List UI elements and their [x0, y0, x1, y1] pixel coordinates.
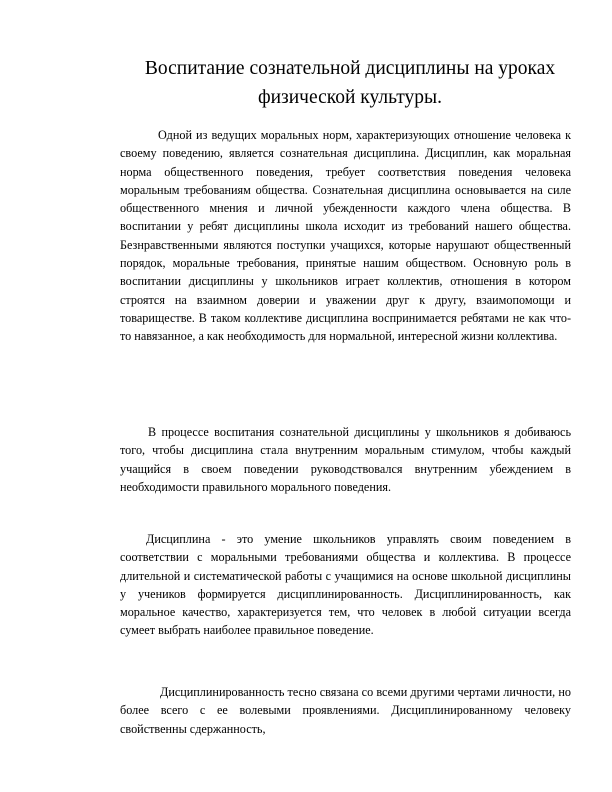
paragraph-2: В процессе воспитания сознательной дисциплины у школьников я добиваюсь того, чтобы дисциплина стала внутренним моральным стимулом, чтобы каждый учащийся в своем поведении руководствовался внутренним убеждением в необходимости правильного морального поведения.	[120, 425, 571, 494]
paragraph-1: Одной из ведущих моральных норм, характеризующих отношение человека к своему поведению, является сознательная дисциплина. Дисциплин, как моральная норма общественного поведения, требует соответствия поведения человека моральным требованиям общества. Сознательная дисциплина основывается на силе общественного мнения и личной убежденности каждого члена общества. В воспитании у ребят дисциплины школа исходит из требований нашего общества. Безнравственными являются поступки учащихся, которые нарушают общественный порядок, моральные требования, принятые нашим обществом. Основную роль в воспитании дисциплины у школьников играет коллектив, отношения в котором строятся на взаимном доверии и уважении друг к другу, взаимопомощи и товариществе. В таком коллективе дисциплина воспринимается ребятами не как что-то навязанное, а как необходимость для нормальной, интересной жизни коллектива.	[120, 128, 571, 344]
paragraph-3: Дисциплина - это умение школьников управлять своим поведением в соответствии с моральными требованиями общества и коллектива. В процессе длительной и систематической работы с учащимися на основе школьной дисциплины у учеников формируется дисциплинированность. Дисциплинированность, как моральное качество, характеризуется тем, что человек в любой ситуации всегда сумеет выбрать наиболее правильное поведение.	[120, 532, 571, 638]
document-title: Воспитание сознательной дисциплины на уроках физической культуры.	[144, 58, 556, 108]
paragraph-4: Дисциплинированность тесно связана со всеми другими чертами личности, но более всего с ее волевыми проявлениями. Дисциплинированному человеку свойственны сдержанность,	[120, 685, 571, 736]
